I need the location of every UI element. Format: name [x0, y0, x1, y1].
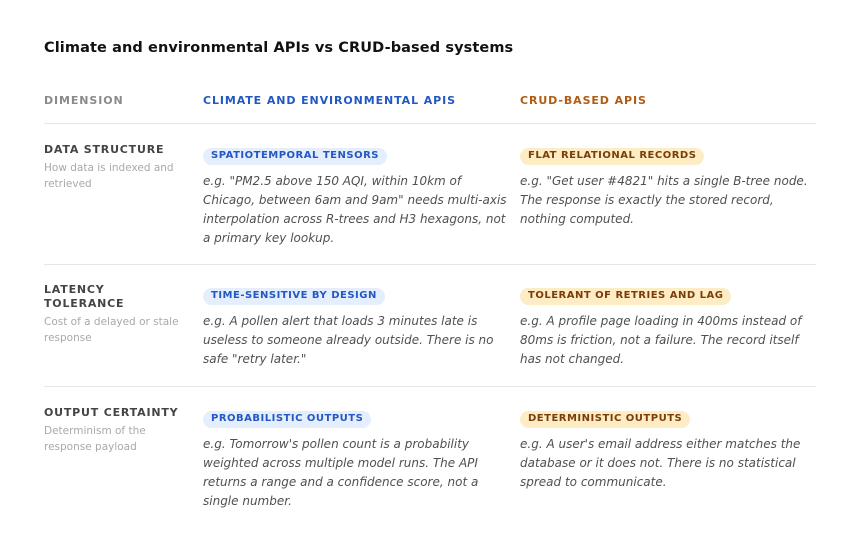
climate-cell: [203, 283, 520, 386]
dimension-label: OUTPUT CERTAINTY: [44, 406, 179, 419]
table-row: [44, 265, 816, 387]
page-title: Climate and environmental APIs vs CRUD-based systems: [44, 40, 514, 56]
climate-cell: [203, 143, 520, 264]
crud-badge: TOLERANT OF RETRIES AND LAG: [520, 288, 731, 305]
dimension-subtitle: Determinism of the response payload: [44, 425, 146, 453]
header-climate-apis: CLIMATE AND ENVIRONMENTAL APIS: [203, 94, 456, 107]
climate-example: e.g. "PM2.5 above 150 AQI, within 10km of Chicago, between 6am and 9am" needs multi-axis interpolation across R-trees and H3 hexagons, not a primary key lookup.: [203, 174, 507, 245]
crud-cell: [520, 283, 816, 386]
table-row: [44, 387, 816, 527]
comparison-table: [44, 76, 816, 527]
dimension-label: DATA STRUCTURE: [44, 143, 165, 156]
crud-example: e.g. A profile page loading in 400ms instead of 80ms is friction, not a failure. The record itself has not changed.: [520, 314, 802, 366]
crud-example: e.g. A user's email address either matches the database or it does not. There is no statistical spread to communicate.: [520, 437, 801, 489]
crud-badge: DETERMINISTIC OUTPUTS: [520, 411, 690, 428]
dimension-cell: [44, 406, 203, 527]
dimension-subtitle: Cost of a delayed or stale response: [44, 316, 179, 344]
crud-cell: [520, 143, 816, 264]
crud-badge: FLAT RELATIONAL RECORDS: [520, 148, 704, 165]
dimension-cell: [44, 283, 203, 386]
climate-badge: PROBABILISTIC OUTPUTS: [203, 411, 371, 428]
dimension-cell: [44, 143, 203, 264]
climate-example: e.g. Tomorrow's pollen count is a probability weighted across multiple model runs. The API returns a range and a confidence score, not a single number.: [203, 437, 479, 508]
crud-cell: [520, 406, 816, 527]
climate-badge: TIME-SENSITIVE BY DESIGN: [203, 288, 385, 305]
table-header-row: [44, 76, 816, 124]
climate-example: e.g. A pollen alert that loads 3 minutes late is useless to someone already outside. There is no safe "retry later.": [203, 314, 494, 366]
climate-badge: SPATIOTEMPORAL TENSORS: [203, 148, 387, 165]
crud-example: e.g. "Get user #4821" hits a single B-tree node. The response is exactly the stored record, nothing computed.: [520, 174, 808, 226]
climate-cell: [203, 406, 520, 527]
header-crud-apis: CRUD-BASED APIS: [520, 94, 647, 107]
dimension-label: LATENCY TOLERANCE: [44, 283, 125, 310]
table-row: [44, 124, 816, 265]
header-dimension: DIMENSION: [44, 94, 124, 107]
dimension-subtitle: How data is indexed and retrieved: [44, 162, 174, 190]
